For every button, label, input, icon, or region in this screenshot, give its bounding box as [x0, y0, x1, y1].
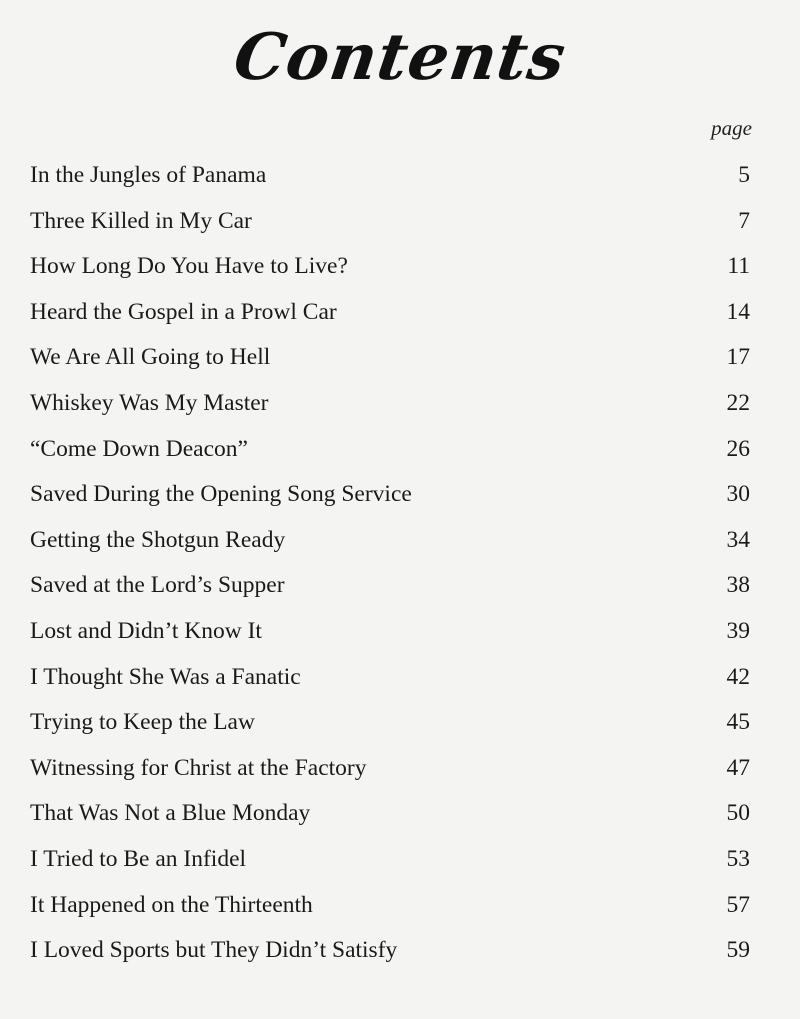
- toc-entry: [30, 883, 752, 929]
- toc-entry: [30, 928, 752, 974]
- toc-entry-page: 47: [726, 754, 750, 781]
- toc-entry-title: Whiskey Was My Master: [30, 390, 269, 417]
- toc-entry-page: 53: [726, 845, 750, 872]
- toc-entry-page: 59: [726, 937, 750, 964]
- toc-entry-page: 30: [726, 481, 750, 508]
- toc-entry-page: 17: [726, 344, 750, 371]
- toc-entry-page: 50: [726, 800, 750, 827]
- toc-entry: [30, 791, 752, 837]
- toc-entry-title: “Come Down Deacon”: [30, 435, 248, 462]
- toc-entry-page: 14: [726, 298, 750, 325]
- table-of-contents: [30, 153, 752, 974]
- toc-entry-title: I Tried to Be an Infidel: [30, 845, 247, 872]
- toc-entry: [30, 244, 752, 290]
- toc-entry: [30, 153, 752, 199]
- toc-entry: [30, 700, 752, 746]
- toc-entry-page: 5: [738, 162, 750, 189]
- toc-entry-page: 11: [727, 253, 750, 280]
- toc-entry-page: 26: [726, 435, 750, 462]
- toc-entry: [30, 199, 752, 245]
- toc-entry-page: 57: [726, 891, 750, 918]
- toc-entry: [30, 518, 752, 564]
- toc-entry-page: 38: [726, 572, 750, 599]
- toc-entry-title: Saved During the Opening Song Service: [30, 481, 412, 508]
- toc-entry-title: Lost and Didn’t Know It: [30, 617, 262, 644]
- toc-entry-title: Trying to Keep the Law: [30, 709, 255, 736]
- toc-entry-page: 22: [726, 390, 750, 417]
- toc-entry: [30, 655, 752, 701]
- toc-entry-page: 45: [726, 709, 750, 736]
- toc-entry: [30, 609, 752, 655]
- toc-entry-page: 7: [738, 207, 750, 234]
- toc-entry-title: Heard the Gospel in a Prowl Car: [30, 298, 337, 325]
- toc-entry: [30, 746, 752, 792]
- page-title: Contents: [229, 20, 571, 95]
- toc-entry-title: In the Jungles of Panama: [30, 162, 267, 189]
- toc-entry-title: I Thought She Was a Fanatic: [30, 663, 301, 690]
- toc-entry: [30, 472, 752, 518]
- toc-entry-title: I Loved Sports but They Didn’t Satisfy: [30, 937, 398, 964]
- page-column-label: page: [711, 116, 752, 140]
- toc-entry-title: Three Killed in My Car: [30, 207, 252, 234]
- toc-entry-title: Getting the Shotgun Ready: [30, 526, 286, 553]
- toc-entry-title: That Was Not a Blue Monday: [30, 800, 311, 827]
- toc-entry: [30, 427, 752, 473]
- toc-entry: [30, 381, 752, 427]
- toc-entry-title: Saved at the Lord’s Supper: [30, 572, 285, 599]
- toc-entry-title: Witnessing for Christ at the Factory: [30, 754, 367, 781]
- toc-entry: [30, 335, 752, 381]
- toc-entry-page: 42: [726, 663, 750, 690]
- toc-entry: [30, 837, 752, 883]
- toc-entry-page: 39: [726, 617, 750, 644]
- toc-entry: [30, 563, 752, 609]
- toc-entry-title: It Happened on the Thirteenth: [30, 891, 313, 918]
- toc-entry-title: How Long Do You Have to Live?: [30, 253, 348, 280]
- toc-entry: [30, 290, 752, 336]
- toc-entry-page: 34: [726, 526, 750, 553]
- toc-entry-title: We Are All Going to Hell: [30, 344, 271, 371]
